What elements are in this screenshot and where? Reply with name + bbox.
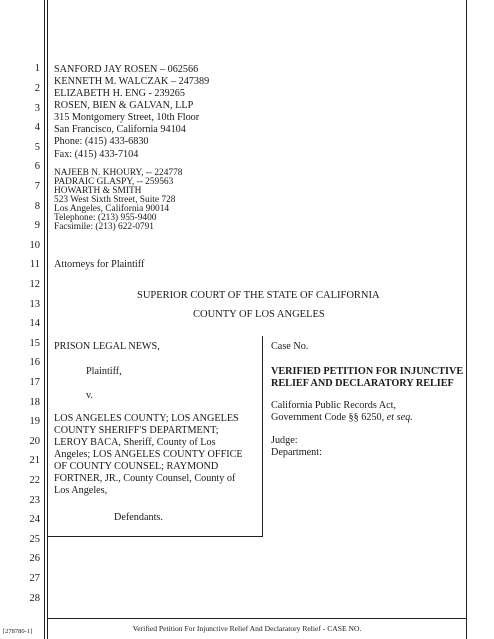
attorney-line: Facsimile: (213) 622-0791 [54,222,154,232]
left-margin-rule-outer [44,0,45,639]
line-number: 12 [29,279,40,290]
attorney-line: NAJEEB N. KHOURY, -- 224778 [54,168,183,178]
defendants-role: Defendants. [114,512,163,523]
line-number: 10 [29,240,40,251]
attorneys-for-plaintiff: Attorneys for Plaintiff [54,259,145,270]
line-number: 9 [34,220,40,231]
line-number: 24 [29,514,40,525]
attorney-line: PADRAIC GLASPY, -- 259563 [54,177,174,187]
line-number: 6 [34,161,40,172]
line-number: 7 [34,181,40,192]
attorney-line: 315 Montgomery Street, 10th Floor [54,112,200,123]
line-number: 27 [29,573,40,584]
caption-divider-horizontal [48,536,263,537]
line-number: 25 [29,534,40,545]
attorney-line: Los Angeles, California 90014 [54,204,170,214]
footer-rule [48,618,466,619]
attorney-line: HOWARTH & SMITH [54,186,142,196]
line-number: 15 [29,338,40,349]
line-number: 17 [29,377,40,388]
defendant-line: LEROY BACA, Sheriff, County of Los [54,437,216,448]
plaintiff-role: Plaintiff, [86,366,122,377]
attorney-line: KENNETH M. WALCZAK – 247389 [54,76,210,87]
defendant-line: Angeles; LOS ANGELES COUNTY OFFICE [54,449,243,460]
statute-text: Government Code §§ 6250, [271,412,387,423]
defendant-line: LOS ANGELES COUNTY; LOS ANGELES [54,413,239,424]
document-id: [278780-1] [3,628,33,635]
line-number: 20 [29,436,40,447]
attorney-line: SANFORD JAY ROSEN – 062566 [54,64,199,75]
judge-label: Judge: [271,435,298,446]
attorney-line: ELIZABETH H. ENG - 239265 [54,88,185,99]
versus: v. [86,390,93,401]
line-number: 13 [29,299,40,310]
department-label: Department: [271,447,322,458]
case-number-label: Case No. [271,341,309,352]
page-footer: Verified Petition For Injunctive Relief And Declaratory Relief - CASE NO. [132,624,362,633]
plaintiff-name: PRISON LEGAL NEWS, [54,341,160,352]
line-number: 16 [29,357,40,368]
line-number: 4 [34,122,40,133]
defendant-line: COUNTY SHERIFF'S DEPARTMENT; [54,425,219,436]
line-number: 11 [29,259,40,270]
court-name: SUPERIOR COURT OF THE STATE OF CALIFORNIA [137,290,380,301]
attorney-line: ROSEN, BIEN & GALVAN, LLP [54,100,194,111]
line-number: 3 [34,103,40,114]
line-number: 23 [29,495,40,506]
attorney-line: 523 West Sixth Street, Suite 728 [54,195,176,205]
attorney-line: Phone: (415) 433-6830 [54,136,149,147]
left-margin-rule-inner [47,0,48,639]
statute-line-2 [271,412,413,424]
line-number: 28 [29,593,40,604]
caption-divider-vertical [262,336,263,536]
attorney-line: Fax: (415) 433-7104 [54,149,139,160]
line-number: 21 [29,455,40,466]
line-number: 8 [34,201,40,212]
line-number: 1 [34,63,40,74]
defendant-line: OF COUNTY COUNSEL; RAYMOND [54,461,219,472]
attorney-line: Telephone: (213) 955-9400 [54,213,157,223]
petition-title-line-1: VERIFIED PETITION FOR INJUNCTIVE [271,366,464,377]
petition-title-line-2: RELIEF AND DECLARATORY RELIEF [271,378,454,389]
line-number: 19 [29,416,40,427]
line-number: 2 [34,83,40,94]
defendant-line: FORTNER, JR., County Counsel, County of [54,473,236,484]
line-number: 26 [29,553,40,564]
line-number: 22 [29,475,40,486]
statute-italic: et seq. [386,412,413,423]
right-margin-rule [466,0,467,639]
line-number: 18 [29,397,40,408]
line-number: 14 [29,318,40,329]
statute-line-1: California Public Records Act, [271,400,397,411]
county-name: COUNTY OF LOS ANGELES [193,309,325,320]
attorney-line: San Francisco, California 94104 [54,124,186,135]
line-number: 5 [34,142,40,153]
defendant-line: Los Angeles, [54,485,108,496]
